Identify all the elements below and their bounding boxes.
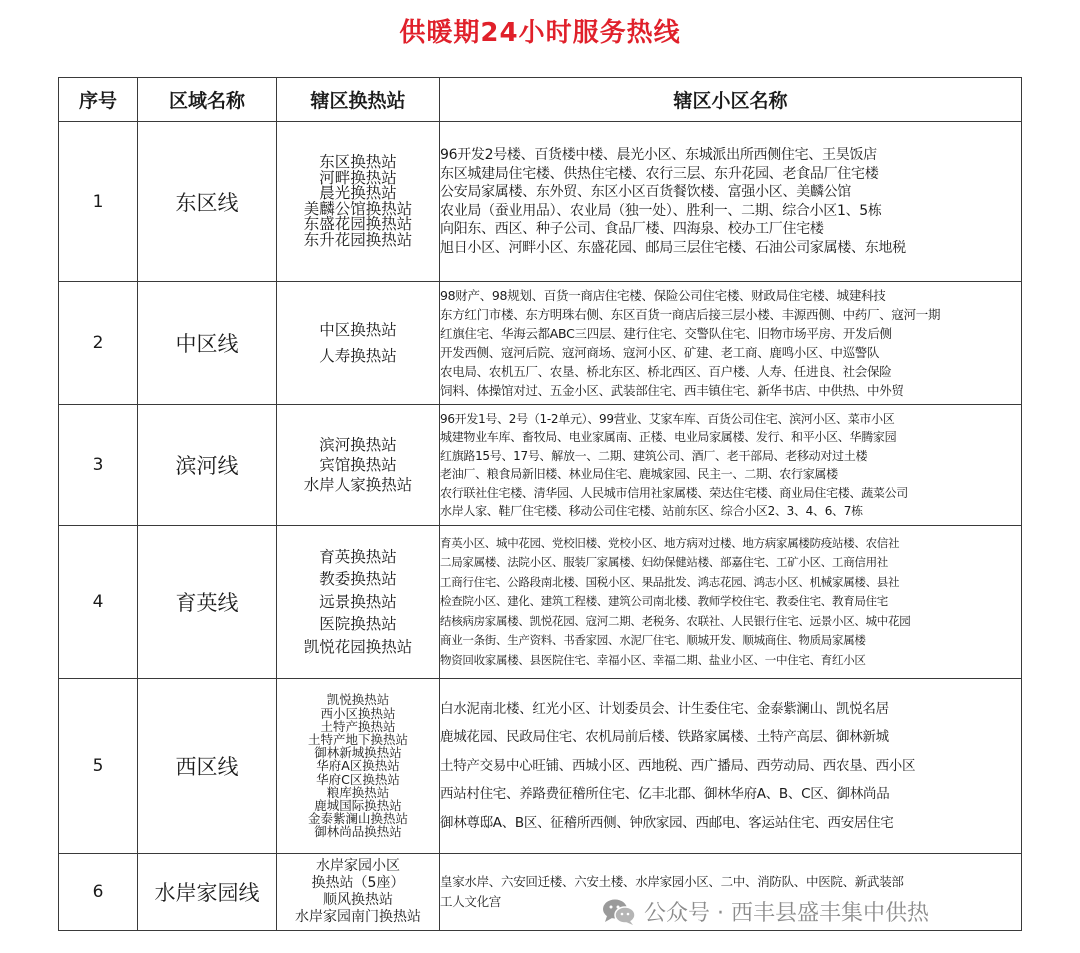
community-line: 96开发2号楼、百货楼中楼、晨光小区、东城派出所西侧住宅、王昊饭店 <box>440 147 877 163</box>
station-name: 西小区换热站 <box>320 705 396 721</box>
community-line: 96开发1号、2号（1-2单元）、99营业、艾家车库、百货公司住宅、滨河小区、菜市小区 <box>440 411 895 426</box>
community-line: 工人文化宫 <box>440 894 502 909</box>
community-line: 农行联社住宅楼、清华园、人民城市信用社家属楼、荣达住宅楼、商业局住宅楼、蔬菜公司 <box>440 485 909 500</box>
row-index: 2 <box>59 282 138 405</box>
row-communities <box>440 282 1022 405</box>
row-stations <box>277 526 440 679</box>
station-name: 土特产换热站 <box>320 718 396 734</box>
row-index: 4 <box>59 526 138 679</box>
community-line: 城建物业车库、畜牧局、电业家属南、正楼、电业局家属楼、发行、和平小区、华腾家园 <box>440 430 897 444</box>
community-line: 鹿城花园、民政局住宅、农机局前后楼、铁路家属楼、土特产高层、御林新城 <box>440 729 889 746</box>
community-line: 白水泥南北楼、红光小区、计划委员会、计生委住宅、金泰紫澜山、凯悦名居 <box>440 700 889 717</box>
station-name: 河畔换热站 <box>319 168 397 187</box>
station-name: 御林尚品换热站 <box>314 824 402 840</box>
station-name: 东升花园换热站 <box>303 230 413 249</box>
community-line: 育英小区、城中花园、党校旧楼、党校小区、地方病对过楼、地方病家属楼防疫站楼、农信社 <box>440 535 900 550</box>
row-stations <box>277 405 440 526</box>
community-line: 老油厂、粮食局新旧楼、林业局住宅、鹿城家园、民主一、二期、农行家属楼 <box>440 467 838 481</box>
station-name: 土特产地下换热站 <box>307 731 408 747</box>
station-name: 换热站（5座） <box>311 875 405 891</box>
row-district: 滨河线 <box>138 405 277 526</box>
community-line: 向阳东、西区、种子公司、食品厂楼、四海泉、校办工厂住宅楼 <box>440 221 824 237</box>
station-name: 鹿城国际换热站 <box>314 798 402 813</box>
station-name: 粮库换热站 <box>326 784 390 800</box>
community-line: 红旗住宅、华海云都ABC三四层、建行住宅、交警队住宅、旧物市场平房、开发后侧 <box>440 326 892 341</box>
table-row <box>59 282 1022 405</box>
station-name: 医院换热站 <box>319 615 397 634</box>
community-line: 农业局（蚕业用品）、农业局（独一处）、胜利一、二期、综合小区1、5栋 <box>440 202 882 219</box>
community-line: 西站村住宅、养路费征稽所住宅、亿丰北郡、御林华府A、B、C区、御林尚品 <box>440 786 890 803</box>
page-title: 供暖期24小时服务热线 <box>399 18 681 48</box>
header-communities: 辖区小区名称 <box>440 78 1022 122</box>
station-name: 华府C区换热站 <box>316 771 400 787</box>
community-line: 农电局、农机五厂、农垦、桥北东区、桥北西区、百户楼、人寿、任进良、社会保险 <box>440 364 892 379</box>
station-name: 滨河换热站 <box>319 436 397 454</box>
community-line: 土特产交易中心旺铺、西城小区、西地税、西广播局、西劳动局、西农垦、西小区 <box>440 757 916 774</box>
header-stations: 辖区换热站 <box>277 78 440 122</box>
station-name: 水岸家园小区 <box>316 858 400 874</box>
community-line: 水岸人家、鞋厂住宅楼、移动公司住宅楼、站前东区、综合小区2、3、4、6、7栋 <box>440 504 863 518</box>
header-district: 区域名称 <box>138 78 277 122</box>
community-line: 工商行住宅、公路段南北楼、国税小区、果品批发、鸿志花园、鸿志小区、机械家属楼、县社 <box>440 574 900 589</box>
wechat-icon <box>602 898 636 926</box>
row-stations <box>277 854 440 931</box>
row-district: 东区线 <box>138 122 277 282</box>
station-name: 美麟公馆换热站 <box>303 199 413 218</box>
community-line: 饲料、体操馆对过、五金小区、武装部住宅、西丰镇住宅、新华书店、中供热、中外贸 <box>440 383 904 398</box>
row-district: 水岸家园线 <box>138 854 277 931</box>
community-line: 皇家水岸、六安回迁楼、六安土楼、水岸家园小区、二中、消防队、中医院、新武装部 <box>440 874 904 889</box>
table-row <box>59 526 1022 679</box>
row-index: 3 <box>59 405 138 526</box>
community-line: 物资回收家属楼、县医院住宅、幸福小区、幸福二期、盐业小区、一中住宅、育红小区 <box>440 652 866 667</box>
watermark-text: 公众号 · 西丰县盛丰集中供热 <box>644 901 929 926</box>
station-name: 顺风换热站 <box>323 892 393 908</box>
row-district: 中区线 <box>138 282 277 405</box>
station-name: 育英换热站 <box>319 547 397 566</box>
station-name: 晨光换热站 <box>319 184 397 202</box>
row-communities <box>440 405 1022 526</box>
station-name: 教委换热站 <box>319 570 397 589</box>
table-row <box>59 122 1022 282</box>
station-name: 人寿换热站 <box>319 347 397 365</box>
station-name: 水岸家园南门换热站 <box>295 909 421 925</box>
community-line: 98财产、98规划、百货一商店住宅楼、保险公司住宅楼、财政局住宅楼、城建科技 <box>440 288 886 303</box>
table-row <box>59 405 1022 526</box>
row-district: 育英线 <box>138 526 277 679</box>
row-communities <box>440 526 1022 679</box>
row-communities <box>440 679 1022 854</box>
community-line: 东方红门市楼、东方明珠右侧、东区百货一商店后接三层小楼、丰源西侧、中药厂、寇河一期 <box>440 307 941 322</box>
watermark <box>602 896 929 927</box>
community-line: 开发西侧、寇河后院、寇河商场、寇河小区、矿建、老工商、鹿鸣小区、中巡警队 <box>440 345 880 360</box>
station-name: 凯悦花园换热站 <box>303 637 413 656</box>
service-table <box>58 77 1022 931</box>
row-index: 6 <box>59 854 138 931</box>
station-name: 宾馆换热站 <box>319 456 397 474</box>
row-stations <box>277 282 440 405</box>
community-line: 公安局家属楼、东外贸、东区小区百货餐饮楼、富强小区、美麟公馆 <box>440 184 851 200</box>
community-line: 御林尊邸A、B区、征稽所西侧、钟欣家园、西邮电、客运站住宅、西安居住宅 <box>440 814 894 831</box>
community-line: 结核病房家属楼、凯悦花园、寇河二期、老税务、农联社、人民银行住宅、远景小区、城中花园 <box>440 613 911 628</box>
station-name: 御林新城换热站 <box>314 745 402 761</box>
row-stations <box>277 122 440 282</box>
station-name: 凯悦换热站 <box>326 692 390 708</box>
station-name: 远景换热站 <box>319 592 397 611</box>
community-line: 红旗路15号、17号、解放一、二期、建筑公司、酒厂、老干部局、老移动对过土楼 <box>440 448 868 463</box>
row-communities <box>440 122 1022 282</box>
station-name: 中区换热站 <box>319 321 397 339</box>
station-name: 水岸人家换热站 <box>303 476 413 494</box>
community-line: 东区城建局住宅楼、供热住宅楼、农行三层、东升花园、老食品厂住宅楼 <box>440 165 879 182</box>
station-name: 华府A区换热站 <box>316 758 400 774</box>
station-name: 东盛花园换热站 <box>303 215 413 233</box>
row-stations <box>277 679 440 854</box>
community-line: 二局家属楼、法院小区、服装厂家属楼、妇幼保健站楼、部嘉住宅、工矿小区、工商信用社 <box>440 555 888 570</box>
community-line: 旭日小区、河畔小区、东盛花园、邮局三层住宅楼、石油公司家属楼、东地税 <box>440 239 906 256</box>
station-name: 东区换热站 <box>319 153 397 171</box>
row-index: 5 <box>59 679 138 854</box>
row-district: 西区线 <box>138 679 277 854</box>
header-index: 序号 <box>59 78 138 122</box>
table-header-row <box>59 78 1022 122</box>
community-line: 商业一条街、生产资料、书香家园、水泥厂住宅、顺城开发、顺城商住、物质局家属楼 <box>440 633 866 648</box>
table-row <box>59 679 1022 854</box>
row-index: 1 <box>59 122 138 282</box>
community-line: 检查院小区、建化、建筑工程楼、建筑公司南北楼、教师学校住宅、教委住宅、教育局住宅 <box>440 594 888 609</box>
station-name: 金泰紫澜山换热站 <box>307 811 408 827</box>
